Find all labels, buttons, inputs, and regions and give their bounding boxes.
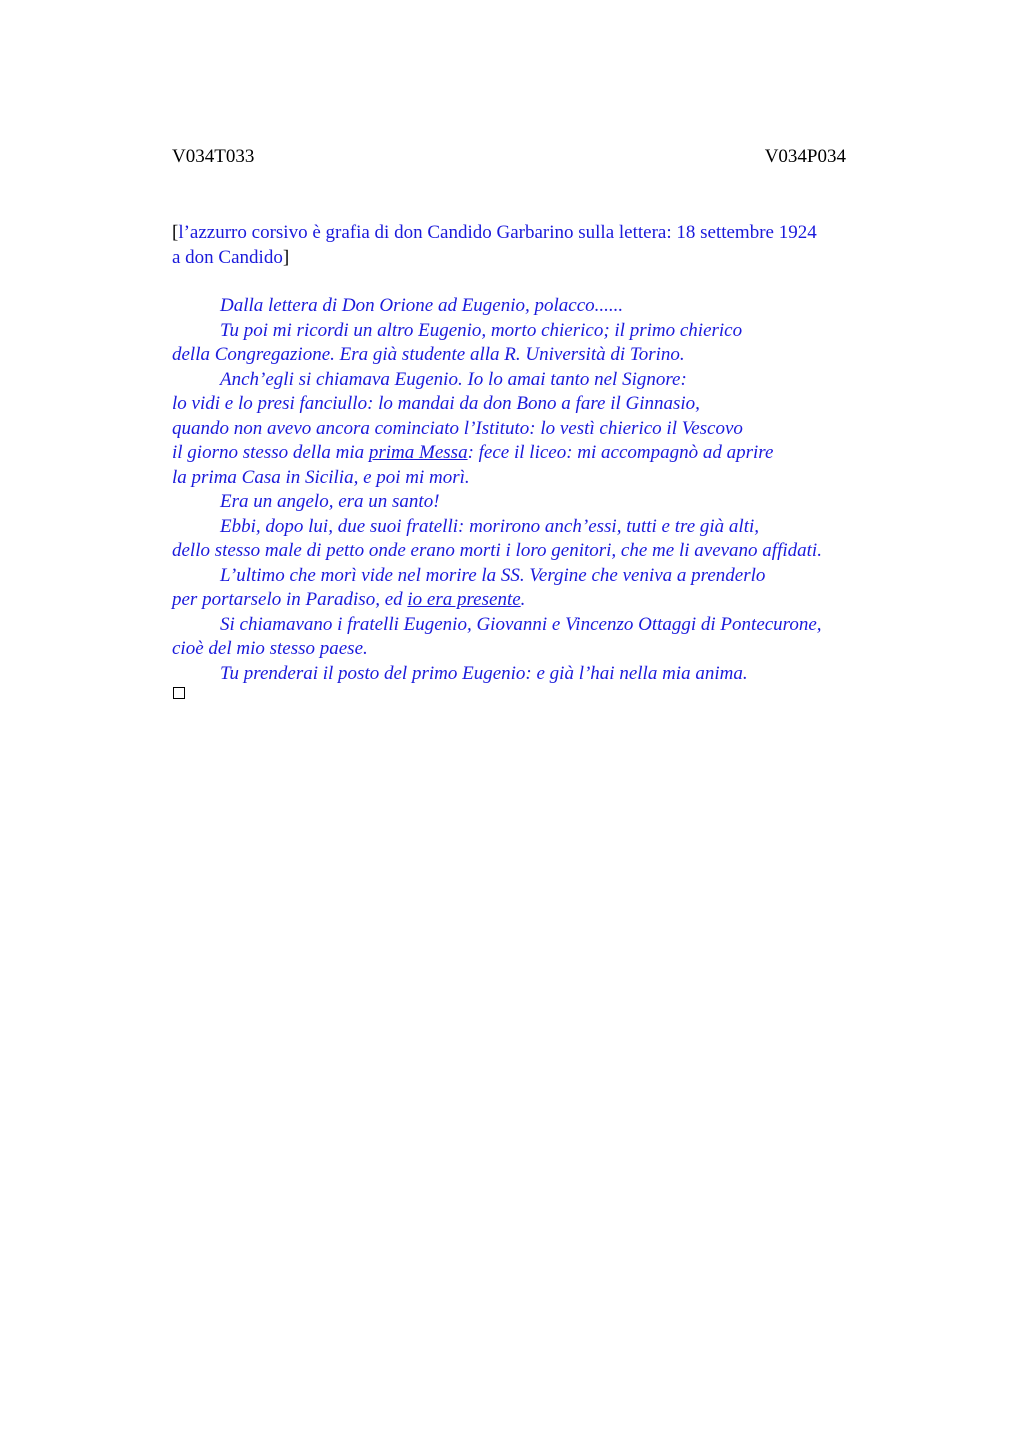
letter-line: la prima Casa in Sicilia, e poi mi morì. [172,466,470,488]
letter-line: cioè del mio stesso paese. [172,638,368,659]
letter-line [172,588,892,613]
letter-line: Dalla lettera di Don Orione ad Eugenio, polacco...... [220,295,624,316]
letter-line: della Congregazione. Era già studente alla R. Università di Torino. [172,344,685,365]
document-code-left: V034T033 [172,146,255,167]
letter-line: Anch’egli si chiamava Eugenio. Io lo amai tanto nel Signore: [220,368,687,390]
note-open-bracket: [ [172,222,179,243]
letter-line: L’ultimo che morì vide nel morire la SS. Vergine che veniva a prenderlo [220,564,766,586]
underlined-text: prima Messa [368,442,468,463]
page-header [172,146,846,172]
letter-line: Era un angelo, era un santo! [220,491,440,512]
note-close-bracket: ] [282,246,290,268]
letter-excerpt [172,294,892,686]
note-text-1: l’azzurro corsivo è grafia di don Candido Garbarino sulla lettera: 18 settembre 1924 [178,222,817,243]
note-text-2: a don Candido [172,246,283,268]
letter-text: per portarselo in Paradiso, ed [172,589,408,610]
letter-line: Tu poi mi ricordi un altro Eugenio, morto chierico; il primo chierico [220,319,743,341]
letter-text: : fece il liceo: mi accompagnò ad aprire [467,442,774,463]
empty-square-icon [173,687,185,699]
letter-text: il giorno stesso della mia [172,442,369,463]
note-line-2 [172,246,882,271]
document-code-right: V034P034 [764,146,846,167]
editorial-note [172,221,882,270]
letter-line: dello stesso male di petto onde erano morti i loro genitori, che me li avevano affidati. [172,540,822,561]
letter-text: . [520,589,526,610]
letter-line [172,441,892,466]
letter-line: Tu prenderai il posto del primo Eugenio: e già l’hai nella mia anima. [220,662,748,684]
letter-line: lo vidi e lo presi fanciullo: lo mandai da don Bono a fare il Ginnasio, [172,393,700,414]
letter-line: quando non avevo ancora cominciato l’Istituto: lo vestì chierico il Vescovo [172,417,743,439]
note-line-1 [172,221,882,246]
letter-line: Ebbi, dopo lui, due suoi fratelli: morirono anch’essi, tutti e tre già alti, [220,515,760,537]
underlined-text: io era presente [407,589,521,610]
letter-line: Si chiamavano i fratelli Eugenio, Giovanni e Vincenzo Ottaggi di Pontecurone, [220,613,822,635]
